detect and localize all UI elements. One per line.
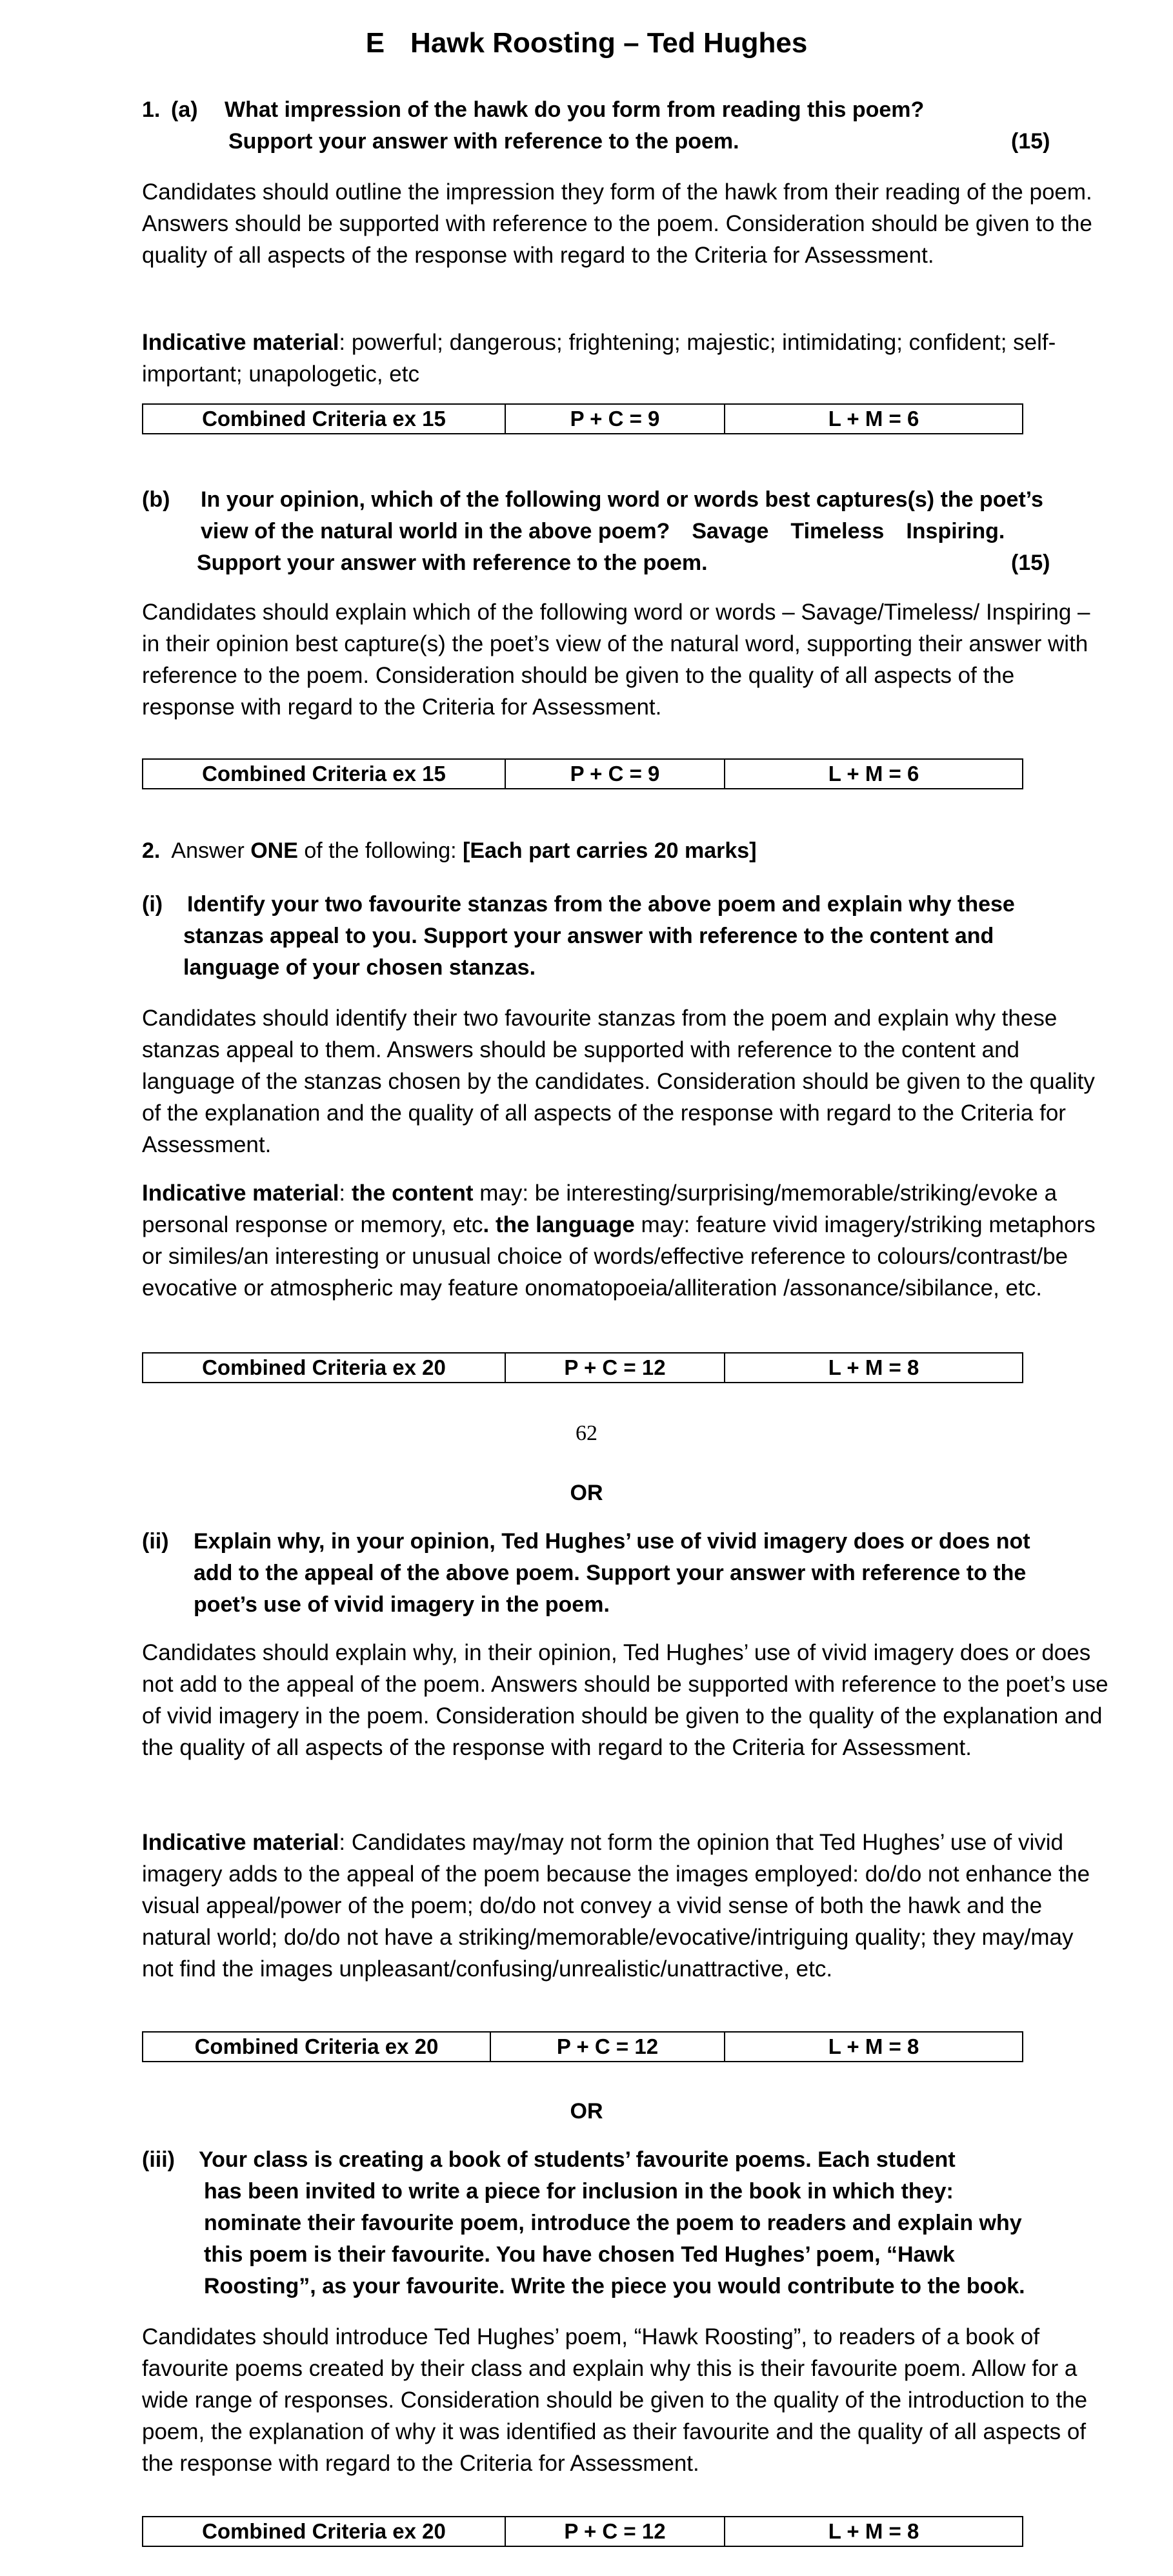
criteria-pc: P + C = 12: [490, 2033, 724, 2061]
q2ii-criteria-table: [142, 2031, 1023, 2062]
title-text: Hawk Roosting – Ted Hughes: [410, 27, 808, 59]
section-letter: E: [365, 27, 385, 59]
or-separator-2: OR: [570, 2099, 603, 2124]
q1b-guidance: Candidates should explain which of the following word or words – Savage/Timeless/ Inspiring – in their opinion best capture(s) the poet’s view of the natural word, supporting their answer with reference to the poem. Consideration should be given to the quality of all aspects of the response with regard to the Criteria for Assessment.: [142, 600, 1090, 720]
q1b-option-timeless: Timeless: [790, 519, 885, 543]
q2-intro-marks: [Each part carries 20 marks]: [463, 838, 757, 863]
page-number: 62: [576, 1421, 597, 1445]
q2i-content-text: may: be interesting/surprising/memorable/striking/evoke a personal response or memory, etc: [142, 1181, 1058, 1237]
q2ii-question-line3: poet’s use of vivid imagery in the poem.: [194, 1592, 610, 1617]
q2iii-criteria-table: [142, 2516, 1023, 2547]
q2iii-part: (iii): [142, 2147, 175, 2172]
q1a-guidance: Candidates should outline the impression they form of the hawk from their reading of the poem. Answers should be supported with reference to the poem. Consideration should be given to the quality of all aspects of the response with regard to the Criteria for Assessment.: [142, 179, 1092, 268]
q2-intro-one: ONE: [250, 838, 298, 863]
q1a-indicative-text: : powerful; dangerous; frightening; majestic; intimidating; confident; self-important; unapologetic, etc: [142, 330, 1056, 387]
q2iii-question-line1: Your class is creating a book of students’ favourite poems. Each student: [199, 2147, 956, 2172]
q1b-question-line2: [201, 516, 1005, 547]
q1a-question-line2: Support your answer with reference to the poem.: [228, 129, 739, 154]
q1a-number: 1.: [142, 97, 161, 122]
criteria-lm: L + M = 6: [724, 405, 1022, 433]
q2-number: 2.: [142, 838, 161, 863]
q1b-option-savage: Savage: [692, 519, 769, 543]
q2i-question-line2: stanzas appeal to you. Support your answer with reference to the content and: [183, 924, 994, 948]
q2i-question-line3: language of your chosen stanzas.: [183, 955, 536, 980]
q2ii-question-line2: add to the appeal of the above poem. Support your answer with reference to the: [194, 1561, 1027, 1585]
page-title: [0, 27, 1173, 59]
q1a-indicative: [142, 327, 1110, 390]
q2i-guidance: Candidates should identify their two favourite stanzas from the poem and explain why these stanzas appeal to them. Answers should be supported with reference to the content and language of the stanzas chosen by the candidates. Consideration should be given to the quality of the explanation and the quality of all aspects of the response with regard to the Criteria for Assessment.: [142, 1006, 1095, 1157]
criteria-lm: L + M = 8: [724, 2517, 1022, 2546]
q2-intro-b: of the following:: [297, 838, 463, 863]
q1b-question-line3: Support your answer with reference to the poem.: [197, 551, 708, 575]
criteria-combined: Combined Criteria ex 20: [202, 1355, 446, 1379]
q1a-part: (a): [171, 97, 198, 122]
criteria-combined: Combined Criteria ex 15: [202, 407, 446, 431]
q1a-question-line1: What impression of the hawk do you form from reading this poem?: [225, 97, 925, 122]
criteria-pc: P + C = 9: [505, 405, 724, 433]
q2ii-part: (ii): [142, 1529, 169, 1554]
q2i-part: (i): [142, 892, 163, 917]
q2iii-guidance: Candidates should introduce Ted Hughes’ poem, “Hawk Roosting”, to readers of a book of favourite poems created by their class and explain why this is their favourite poem. Allow for a wide range of responses. Consideration should be given to the quality of the introduction to the poem, the explanation of why it was identified as their favourite and the quality of all aspects of the response with regard to the Criteria for Assessment.: [142, 2324, 1088, 2476]
q1b-question-line1: In your opinion, which of the following word or words best captures(s) the poet’s: [201, 487, 1043, 512]
q2i-criteria-table: [142, 1352, 1023, 1383]
q2-intro-a: Answer: [171, 838, 251, 863]
q2ii-question-line1: Explain why, in your opinion, Ted Hughes’ use of vivid imagery does or does not: [194, 1529, 1030, 1554]
criteria-combined: Combined Criteria ex 15: [202, 762, 446, 786]
criteria-combined: Combined Criteria ex 20: [202, 2519, 446, 2543]
criteria-combined: Combined Criteria ex 20: [194, 2034, 439, 2058]
q2i-content-label: the content: [351, 1181, 474, 1206]
criteria-pc: P + C = 12: [505, 1354, 724, 1382]
q2-intro: [142, 835, 757, 867]
q2i-language-label: the language: [489, 1212, 635, 1237]
criteria-lm: L + M = 8: [724, 1354, 1022, 1382]
q2ii-indicative: [142, 1827, 1110, 1985]
criteria-pc: P + C = 12: [505, 2517, 724, 2546]
q1b-option-inspiring: Inspiring.: [906, 519, 1005, 543]
q2iii-question-line4: this poem is their favourite. You have chosen Ted Hughes’ poem, “Hawk: [204, 2242, 955, 2267]
criteria-pc: P + C = 9: [505, 760, 724, 788]
q2ii-guidance: Candidates should explain why, in their opinion, Ted Hughes’ use of vivid imagery does or does not add to the appeal of the poem. Answers should be supported with reference to the poet’s use of vivid imagery in the poem. Consideration should be given to the quality of the explanation and the quality of all aspects of the response with regard to the Criteria for Assessment.: [142, 1640, 1108, 1760]
q1a-marks: (15): [1011, 129, 1050, 154]
q2iii-question-line5: Roosting”, as your favourite. Write the piece you would contribute to the book.: [204, 2274, 1025, 2298]
q2ii-indicative-label: Indicative material: [142, 1830, 339, 1855]
q1b-criteria-table: [142, 758, 1023, 789]
q2iii-question-line2: has been invited to write a piece for inclusion in the book in which they:: [204, 2179, 954, 2204]
q2iii-question-line3: nominate their favourite poem, introduce the poem to readers and explain why: [204, 2211, 1022, 2235]
criteria-lm: L + M = 6: [724, 760, 1022, 788]
q2i-indicative-label: Indicative material: [142, 1181, 339, 1206]
or-separator-1: OR: [570, 1481, 603, 1505]
q2i-language-text: may: feature vivid imagery/striking metaphors or similes/an interesting or unusual choice of words/effective reference to colours/contrast/be evocative or atmospheric may feature onomatopoeia/alliteration /assonance/sibilance, etc.: [142, 1212, 1096, 1301]
q1a-indicative-label: Indicative material: [142, 330, 339, 355]
q2i-indicative: Indicative material: the content may: be interesting/surprising/memorable/striking/evoke a personal response or memory, etc. the language may: feature vivid imagery/striking metaphors or similes/an interesting or unusual choice of words/effective reference to colours/contrast/be evocative or atmospheric may feature onomatopoeia/alliteration /assonance/sibilance, etc.: [142, 1181, 1096, 1301]
q2i-question-line1: Identify your two favourite stanzas from the above poem and explain why these: [187, 892, 1015, 917]
q1a-criteria-table: [142, 403, 1023, 434]
q1b-marks: (15): [1011, 551, 1050, 575]
q1b-part: (b): [142, 487, 170, 512]
q1b-line2-text: view of the natural world in the above poem?: [201, 519, 670, 543]
criteria-lm: L + M = 8: [724, 2033, 1022, 2061]
q2ii-indicative-text: : Candidates may/may not form the opinion that Ted Hughes’ use of vivid imagery adds to the appeal of the poem because the images employed: do/do not enhance the visual appeal/power of the poem; do/do not convey a vivid sense of both the hawk and the natural world; do/do not have a striking/memorable/evocative/intriguing quality; they may/may not find the images unpleasant/confusing/unrealistic/unattractive, etc.: [142, 1830, 1090, 1982]
